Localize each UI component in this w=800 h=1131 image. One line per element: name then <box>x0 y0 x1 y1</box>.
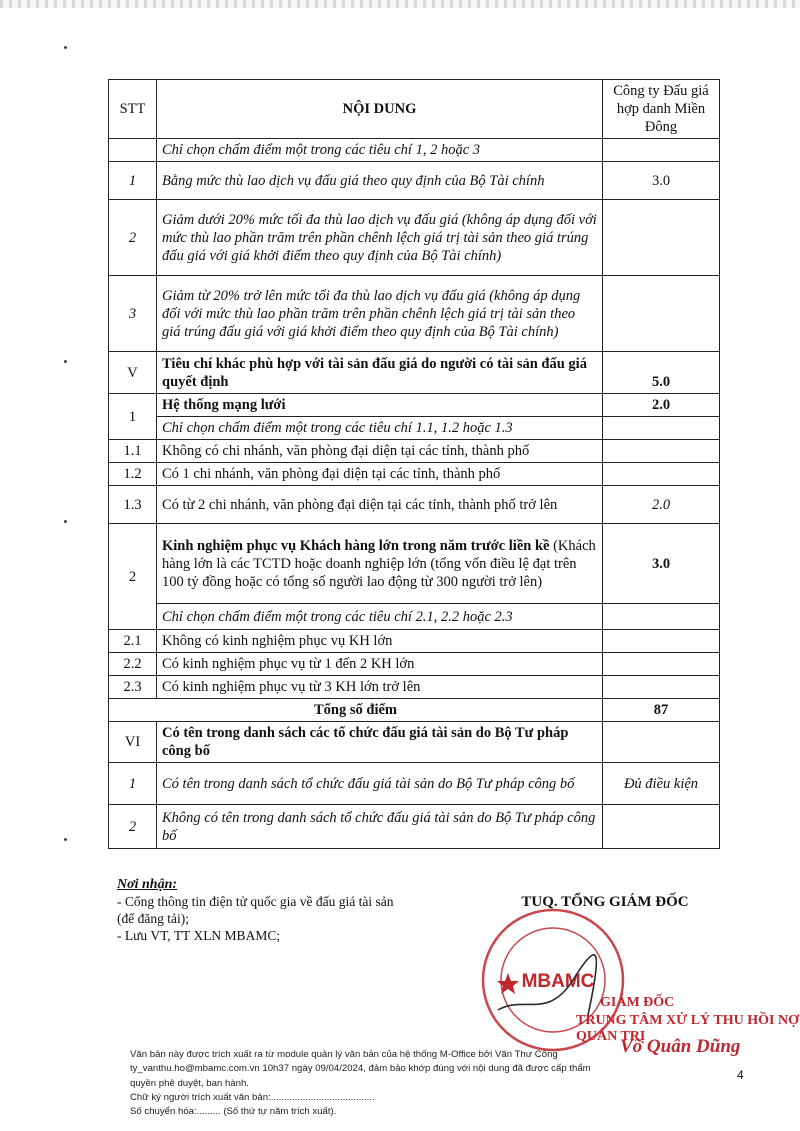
row-content: Hệ thống mạng lưới <box>157 394 603 417</box>
total-label: Tổng số điểm <box>109 699 603 722</box>
row-stt: 2.1 <box>109 630 157 653</box>
row-content: Có kinh nghiệm phục vụ từ 1 đến 2 KH lớn <box>157 653 603 676</box>
row-content: Có kinh nghiệm phục vụ từ 3 KH lớn trở lên <box>157 676 603 699</box>
row-score <box>603 463 720 486</box>
stamp-logo-text: MBAMC <box>521 971 595 992</box>
scan-dot <box>64 520 67 523</box>
row-score <box>603 200 720 276</box>
table-header-row <box>109 80 720 139</box>
extraction-footer <box>130 1048 600 1119</box>
star-icon <box>497 973 519 994</box>
table-row <box>109 763 720 805</box>
header-stt: STT <box>109 80 157 139</box>
row-score: 3.0 <box>603 524 720 604</box>
row-stt: 1.1 <box>109 440 157 463</box>
table-row <box>109 722 720 763</box>
row-content: Chỉ chọn chấm điểm một trong các tiêu chí 2.1, 2.2 hoặc 2.3 <box>157 604 603 630</box>
recipient-line: - Lưu VT, TT XLN MBAMC; <box>117 928 281 943</box>
header-company: Công ty Đấu giá hợp danh Miền Đông <box>603 80 720 139</box>
row-score <box>603 676 720 699</box>
row-stt: 1 <box>109 394 157 440</box>
row-score <box>603 630 720 653</box>
footer-line: ty_vanthu.ho@mbamc.com.vn 10h37 ngày 09/04/2024, đảm bảo khớp đúng với nội dung đã được cấp thẩm <box>130 1063 591 1075</box>
row-stt: 1.3 <box>109 486 157 524</box>
table-row <box>109 604 720 630</box>
row-score <box>603 440 720 463</box>
row-score <box>603 276 720 352</box>
header-content: NỘI DUNG <box>157 80 603 139</box>
row-stt: 1.2 <box>109 463 157 486</box>
total-score: 87 <box>603 699 720 722</box>
footer-line: Văn bản này được trích xuất ra từ module quản lý văn bản của hệ thống M-Office bởi Văn Thư Công <box>130 1049 558 1060</box>
table-row <box>109 463 720 486</box>
row-stt: 2 <box>109 200 157 276</box>
scan-dot <box>64 838 67 841</box>
row-content: Có 1 chi nhánh, văn phòng đại diện tại các tỉnh, thành phố <box>157 463 603 486</box>
table-row <box>109 676 720 699</box>
row-content <box>157 524 603 604</box>
row-stt: VI <box>109 722 157 763</box>
table-row <box>109 524 720 604</box>
table-row <box>109 352 720 394</box>
row-content: Bằng mức thù lao dịch vụ đấu giá theo quy định của Bộ Tài chính <box>157 162 603 200</box>
row-stt: 1 <box>109 763 157 805</box>
row-stt: 1 <box>109 162 157 200</box>
row-score <box>603 653 720 676</box>
table-row <box>109 139 720 162</box>
row-score: 2.0 <box>603 394 720 417</box>
row-score <box>603 604 720 630</box>
footer-line: quyền phê duyệt, ban hành. <box>130 1077 249 1089</box>
row-content: Không có kinh nghiệm phục vụ KH lớn <box>157 630 603 653</box>
row-content: Chỉ chọn chấm điểm một trong các tiêu chí 1, 2 hoặc 3 <box>157 139 603 162</box>
row-content: Giảm từ 20% trở lên mức tối đa thù lao dịch vụ đấu giá (không áp dụng đối với mức thù lao phần trăm trên phần chênh lệch giá trị tài sản theo giá trúng đấu giá với giá khởi điểm theo quy định của Bộ Tài chính) <box>157 276 603 352</box>
table-row-total <box>109 699 720 722</box>
row-stt: 2.2 <box>109 653 157 676</box>
recipients-block <box>117 876 447 944</box>
row-content: Chỉ chọn chấm điểm một trong các tiêu chí 1.1, 1.2 hoặc 1.3 <box>157 417 603 440</box>
scan-dot <box>64 360 67 363</box>
row-content: Tiêu chí khác phù hợp với tài sản đấu giá do người có tài sản đấu giá quyết định <box>157 352 603 394</box>
table-row <box>109 805 720 849</box>
row-score <box>603 805 720 849</box>
scan-dot <box>64 46 67 49</box>
table-row <box>109 486 720 524</box>
row-stt: 2 <box>109 805 157 849</box>
row-score <box>603 722 720 763</box>
row-content-heading: Kinh nghiệm phục vụ Khách hàng lớn trong năm trước liền kề <box>162 537 550 554</box>
row-score: 2.0 <box>603 486 720 524</box>
row-stt: V <box>109 352 157 394</box>
table-row <box>109 394 720 417</box>
row-score <box>603 139 720 162</box>
row-score: 3.0 <box>603 162 720 200</box>
table-row <box>109 417 720 440</box>
row-score <box>603 417 720 440</box>
table-row <box>109 653 720 676</box>
recipients-title: Nơi nhận: <box>117 877 178 892</box>
scan-top-border <box>0 0 800 8</box>
row-content: Không có tên trong danh sách tổ chức đấu giá tài sản do Bộ Tư pháp công bố <box>157 805 603 849</box>
page-number: 4 <box>737 1068 744 1082</box>
recipient-line: - Cổng thông tin điện tử quốc gia về đấu giá tài sản <box>117 894 394 909</box>
footer-line: Số chuyển hóa:......... (Số thứ tự năm trích xuất). <box>130 1106 337 1118</box>
row-stt <box>109 139 157 162</box>
criteria-table <box>108 79 720 849</box>
signer-position: GIÁM ĐỐC <box>600 995 675 1010</box>
table-row <box>109 200 720 276</box>
row-content: Không có chi nhánh, văn phòng đại diện tại các tỉnh, thành phố <box>157 440 603 463</box>
table-row <box>109 440 720 463</box>
row-stt: 3 <box>109 276 157 352</box>
row-content: Có tên trong danh sách tổ chức đấu giá tài sản do Bộ Tư pháp công bố <box>157 763 603 805</box>
row-content: Giảm dưới 20% mức tối đa thù lao dịch vụ đấu giá (không áp dụng đối với mức thù lao phần trăm trên phần chênh lệch giá trị tài sản theo giá trúng đấu giá với giá khởi điểm theo quy định của Bộ Tài chính) <box>157 200 603 276</box>
row-stt: 2 <box>109 524 157 630</box>
footer-line: Chữ ký người trích xuất văn bản:....................................... <box>130 1091 375 1103</box>
row-score: 5.0 <box>603 352 720 394</box>
table-row <box>109 162 720 200</box>
recipient-line: (để đăng tải); <box>117 911 189 926</box>
row-score: Đủ điều kiện <box>603 763 720 805</box>
signer-department: TRUNG TÂM XỬ LÝ THU HỒI NỢ QUẢN TRỊ <box>576 1013 799 1044</box>
table-row <box>109 276 720 352</box>
row-content-note: (Khách hàng lớn là các TCTD hoặc doanh nghiệp lớn (tổng vốn điều lệ đạt trên 100 tỷ đồng hoặc có tổng số người lao động từ 300 người trở lên) <box>162 537 596 590</box>
table-row <box>109 630 720 653</box>
signer-name: Võ Quân Dũng <box>620 1036 741 1057</box>
row-content: Có từ 2 chi nhánh, văn phòng đại diện tại các tỉnh, thành phố trở lên <box>157 486 603 524</box>
signature-title: TUQ. TỔNG GIÁM ĐỐC <box>521 894 689 910</box>
row-content: Có tên trong danh sách các tổ chức đấu giá tài sản do Bộ Tư pháp công bố <box>157 722 603 763</box>
row-stt: 2.3 <box>109 676 157 699</box>
